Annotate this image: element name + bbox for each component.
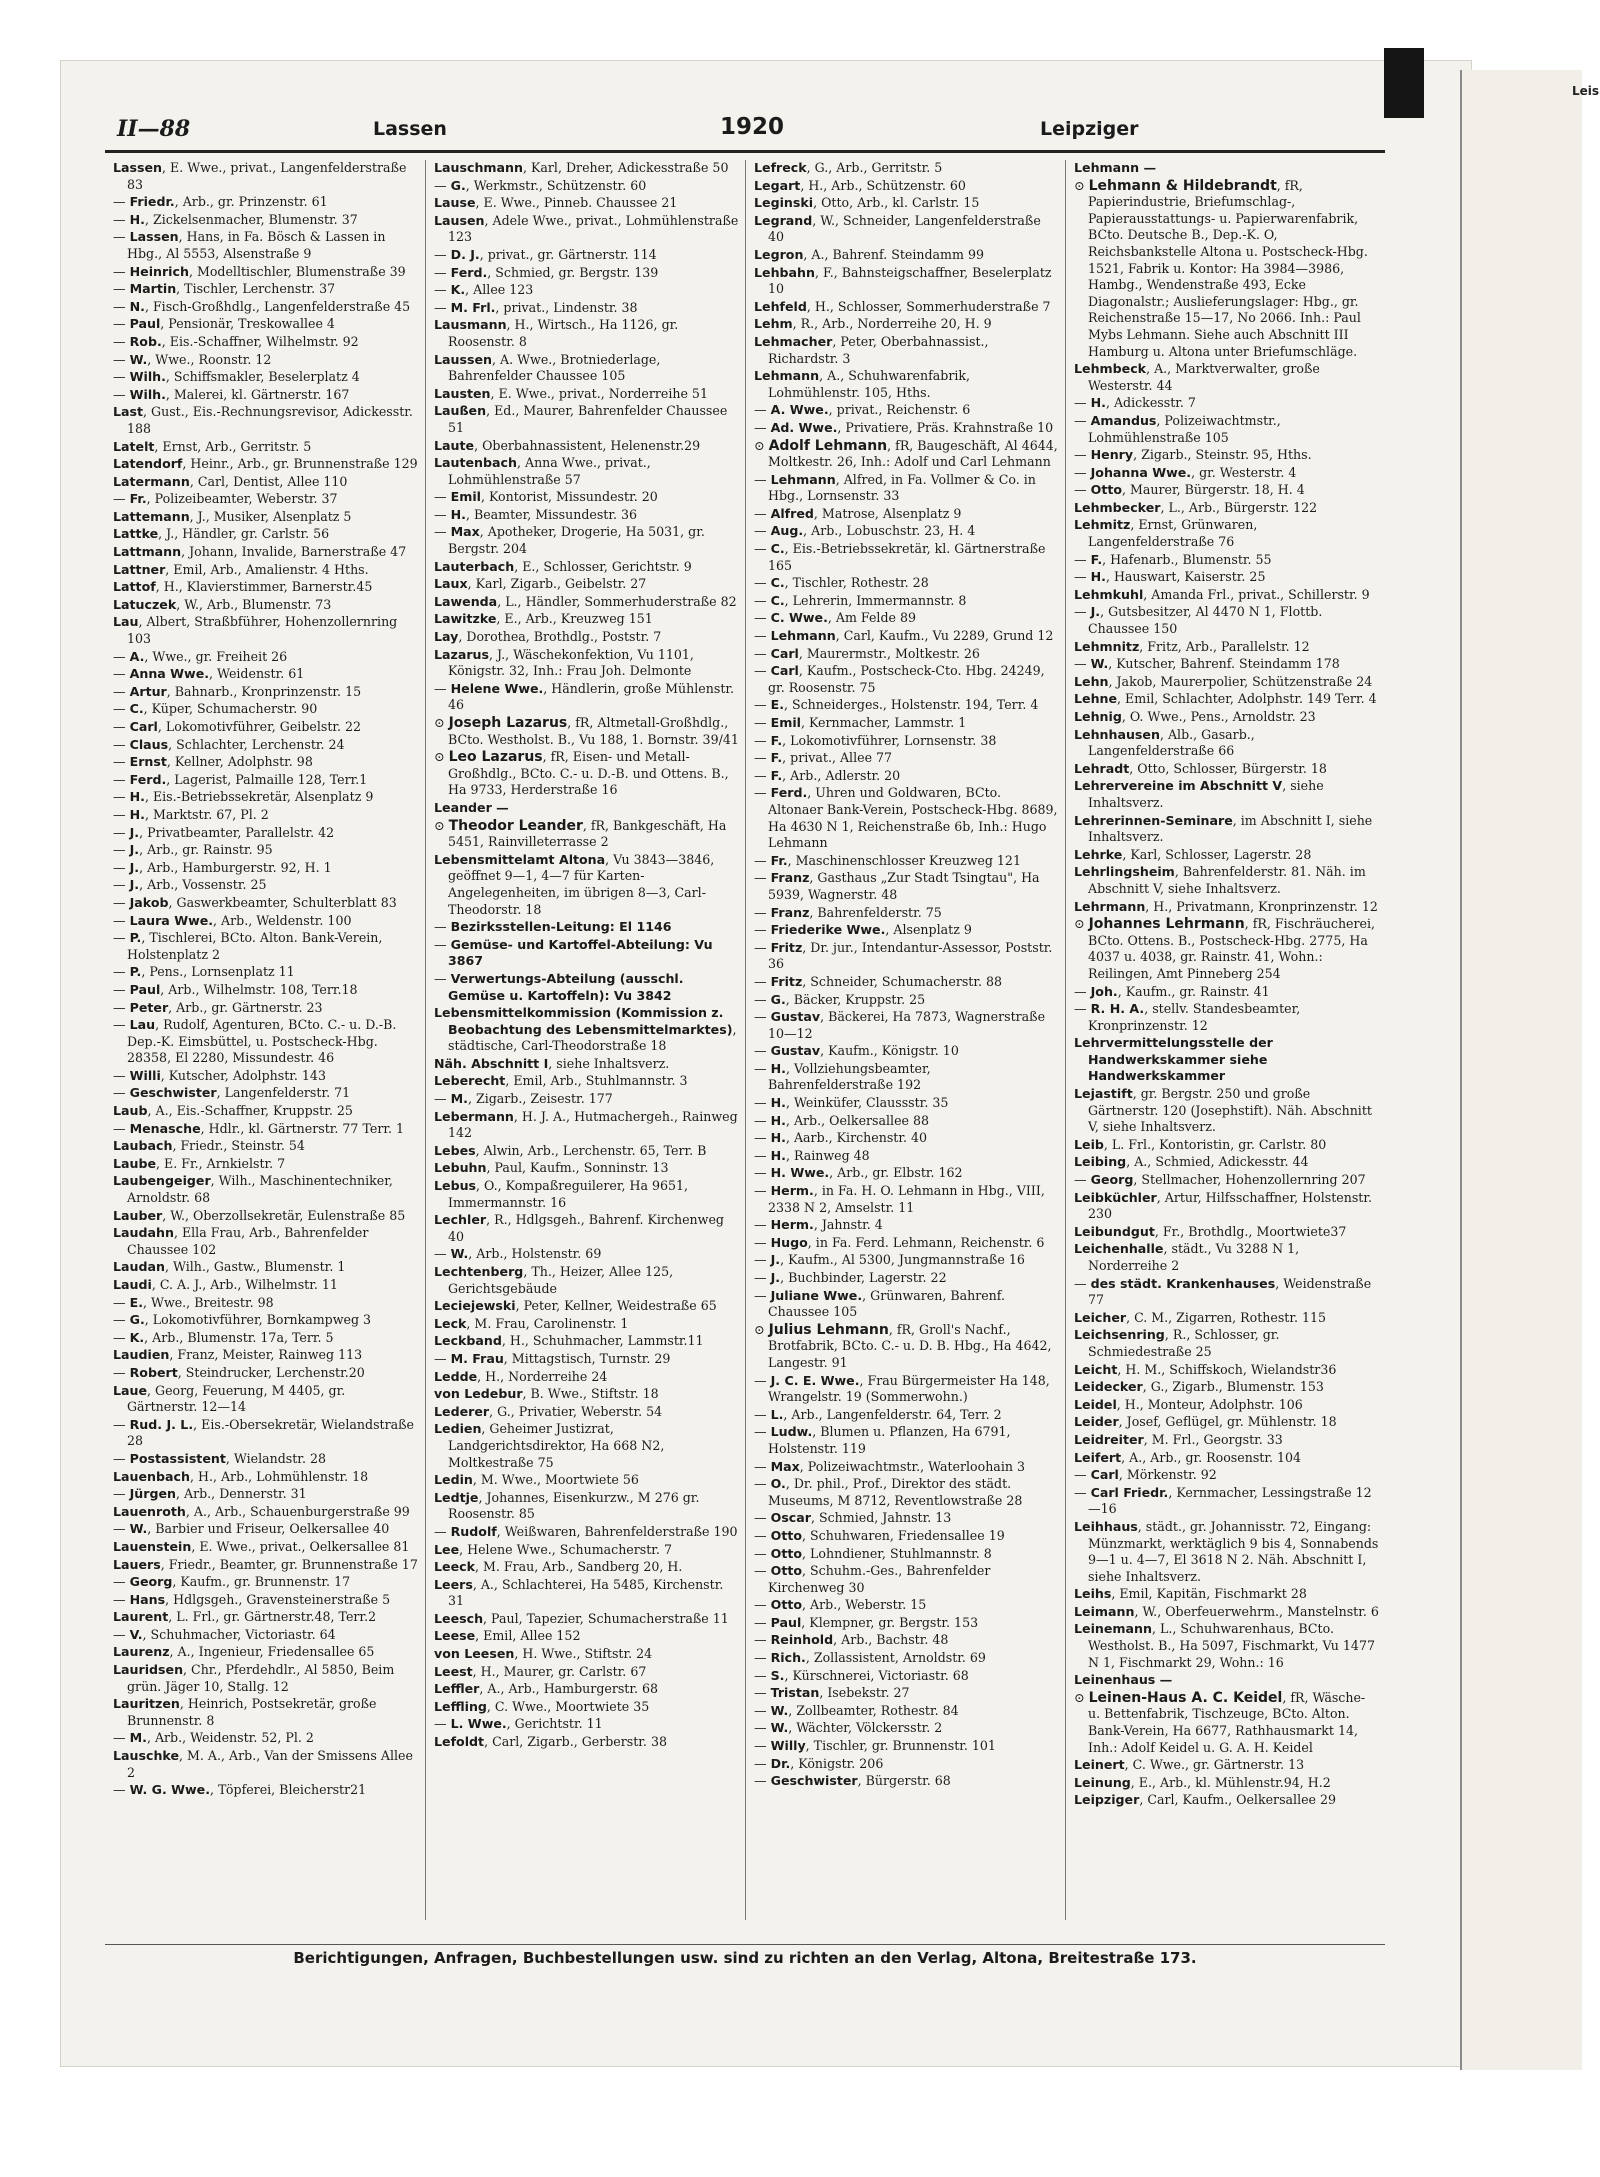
directory-entry: — des städt. Krankenhauses, Weidenstraße 77	[1074, 1275, 1372, 1308]
next-page-edge-text: Leis	[1572, 84, 1600, 98]
directory-entry: Lebes, Alwin, Arb., Lerchenstr. 65, Terr. B	[434, 1142, 707, 1158]
directory-entry: ⊙ Julius Lehmann, fR, Groll's Nachf., Brotfabrik, BCto. C.- u. D. B. Hbg., Ha 4642, Langestr. 91	[754, 1321, 1052, 1370]
directory-entry: Lebus, O., Kompaßreguilerer, Ha 9651, Immermannstr. 16	[434, 1178, 689, 1210]
directory-entry: von Ledebur, B. Wwe., Stiftstr. 18	[434, 1386, 659, 1402]
directory-entry: — P., Pens., Lornsenplatz 11	[113, 964, 295, 980]
directory-entry: — Carl, Lokomotivführer, Geibelstr. 22	[113, 719, 362, 734]
directory-entry: Laubengeiger, Wilh., Maschinentechniker, Arnoldstr. 68	[113, 1173, 393, 1206]
directory-entry: Lauers, Friedr., Beamter, gr. Brunnenstraße 17	[113, 1556, 418, 1572]
directory-entry: Laudien, Franz, Meister, Rainweg 113	[113, 1347, 363, 1363]
directory-entry: — W., Wächter, Völckersstr. 2	[754, 1720, 943, 1736]
directory-entry: — C., Lehrerin, Immermannstr. 8	[754, 592, 967, 608]
directory-entry: Lauridsen, Chr., Pferdehdlr., Al 5850, Beim grün. Jäger 10, Stallg. 12	[113, 1662, 395, 1694]
directory-entry: — Franz, Gasthaus „Zur Stadt Tsingtau", Ha 5939, Wagnerstr. 48	[754, 870, 1040, 902]
directory-entry: — H., Vollziehungsbeamter, Bahrenfelderstraße 192	[754, 1060, 931, 1093]
directory-entry: — J., Privatbeamter, Parallelstr. 42	[113, 824, 335, 840]
directory-entry: Lechler, R., Hdlgsgeh., Bahrenf. Kirchenweg 40	[434, 1212, 724, 1244]
directory-entry: Lau, Albert, Straßbführer, Hohenzollernring 103	[113, 614, 398, 647]
directory-entry: Ledin, M. Wwe., Moortwiete 56	[434, 1472, 639, 1488]
directory-entry: ⊙ Joseph Lazarus, fR, Altmetall-Großhdlg., BCto. Westholst. B., Vu 188, 1. Bornstr. 39/41	[434, 715, 739, 747]
directory-entry: Laux, Karl, Zigarb., Geibelstr. 27	[434, 576, 647, 592]
directory-entry: — Otto, Schuhm.-Ges., Bahrenfelder Kirchenweg 30	[754, 1563, 991, 1595]
directory-entry: — Wilh., Malerei, kl. Gärtnerstr. 167	[113, 386, 350, 402]
directory-entry: Lauterbach, E., Schlosser, Gerichtstr. 9	[434, 558, 692, 574]
directory-entry: Lehradt, Otto, Schlosser, Bürgerstr. 18	[1074, 760, 1327, 776]
directory-entry: Leers, A., Schlachterei, Ha 5485, Kirchenstr. 31	[434, 1576, 724, 1609]
directory-entry: — Johanna Wwe., gr. Westerstr. 4	[1074, 464, 1297, 480]
directory-entry: — G., Bäcker, Kruppstr. 25	[754, 991, 926, 1007]
directory-entry: Lauenroth, A., Arb., Schauenburgerstraße 99	[113, 1503, 410, 1519]
directory-entry: — Otto, Lohndiener, Stuhlmannstr. 8	[754, 1545, 992, 1561]
directory-entry: Lauber, W., Oberzollsekretär, Eulenstraße 85	[113, 1207, 406, 1223]
directory-entry: — Robert, Steindrucker, Lerchenstr.20	[113, 1364, 365, 1380]
directory-entry: — J. C. E. Wwe., Frau Bürgermeister Ha 148, Wrangelstr. 19 (Sommerwohn.)	[754, 1372, 1050, 1405]
scanner-edge-strip	[1384, 48, 1424, 118]
directory-entry: — Martin, Tischler, Lerchenstr. 37	[113, 281, 336, 297]
directory-entry: — C., Tischler, Rothestr. 28	[754, 575, 929, 591]
directory-entry: — Carl, Mörkenstr. 92	[1074, 1467, 1217, 1483]
directory-entry: Last, Gust., Eis.-Rechnungsrevisor, Adickesstr. 188	[113, 404, 413, 436]
directory-entry: — H., Arb., Oelkersallee 88	[754, 1112, 930, 1128]
directory-entry: Lehrerinnen-Seminare, im Abschnitt I, siehe Inhaltsverz.	[1074, 812, 1373, 845]
directory-entry: — R. H. A., stellv. Standesbeamter, Kronprinzenstr. 12	[1074, 1001, 1301, 1033]
directory-entry: Lefreck, G., Arb., Gerritstr. 5	[754, 160, 943, 175]
directory-entry: Lehrlingsheim, Bahrenfelderstr. 81. Näh. im Abschnitt V, siehe Inhaltsverz.	[1074, 864, 1366, 896]
directory-entry: Leeck, M. Frau, Arb., Sandberg 20, H.	[434, 1559, 683, 1575]
directory-entry: — Max, Apotheker, Drogerie, Ha 5031, gr. Bergstr. 204	[434, 524, 705, 557]
directory-entry: Lattof, H., Klavierstimmer, Barnerstr.45	[113, 579, 373, 595]
directory-entry: Leciejewski, Peter, Kellner, Weidestraße 65	[434, 1298, 717, 1314]
directory-entry: Lauschke, M. A., Arb., Van der Smissens Allee 2	[113, 1748, 413, 1780]
directory-entry: Lehnhausen, Alb., Gasarb., Langenfelderstraße 66	[1074, 726, 1255, 759]
directory-entry: Lebermann, H. J. A., Hutmachergeh., Rainweg 142	[434, 1108, 738, 1141]
directory-entry: — Ferd., Uhren und Goldwaren, BCto. Altonaer Bank-Verein, Postscheck-Hbg. 8689, Ha 4630 N 1, Reichenstraße 6b, Inh.: Hugo Lehmann	[754, 785, 1058, 851]
directory-entry: — K., Arb., Blumenstr. 17a, Terr. 5	[113, 1329, 334, 1345]
directory-entry: — Emil, Kontorist, Missundestr. 20	[434, 489, 658, 505]
directory-entry: Lauenbach, H., Arb., Lohmühlenstr. 18	[113, 1468, 369, 1484]
directory-entry: Lausmann, H., Wirtsch., Ha 1126, gr. Roosenstr. 8	[434, 317, 679, 349]
column-4	[1065, 160, 1385, 1920]
directory-entry: Ledtje, Johannes, Eisenkurzw., M 276 gr. Roosenstr. 85	[434, 1489, 700, 1522]
directory-entry: — Fr., Polizeibeamter, Weberstr. 37	[113, 491, 338, 507]
directory-entry: — Fritz, Dr. jur., Intendantur-Assessor, Poststr. 36	[754, 939, 1053, 972]
directory-entry: — Otto, Schuhwaren, Friedensallee 19	[754, 1527, 1005, 1543]
directory-entry: Latelt, Ernst, Arb., Gerritstr. 5	[113, 438, 312, 454]
directory-entry: Leibundgut, Fr., Brothdlg., Moortwiete37	[1074, 1223, 1347, 1239]
directory-entry: — Otto, Arb., Weberstr. 15	[754, 1597, 927, 1613]
directory-entry: Lehbahn, F., Bahnsteigschaffner, Beselerplatz 10	[754, 264, 1052, 297]
directory-entry: — D. J., privat., gr. Gärtnerstr. 114	[434, 246, 657, 262]
directory-entry: — Otto, Maurer, Bürgerstr. 18, H. 4	[1074, 482, 1305, 498]
directory-entry: Leibküchler, Artur, Hilfsschaffner, Holstenstr. 230	[1074, 1189, 1372, 1222]
directory-entry: — Lassen, Hans, in Fa. Bösch & Lassen in Hbg., Al 5553, Alsenstraße 9	[113, 229, 386, 261]
directory-entry: — H., Marktstr. 67, Pl. 2	[113, 806, 269, 822]
directory-entry: — H., Zickelsenmacher, Blumenstr. 37	[113, 211, 358, 227]
directory-entry: — H., Adickesstr. 7	[1074, 395, 1196, 411]
directory-entry: Lebensmittelamt Altona, Vu 3843—3846, geöffnet 9—1, 4—7 für Karten-Angelegenheiten, im übrigen 8—3, Carl-Theodorstr. 18	[434, 851, 715, 917]
directory-entry: — Paul, Pensionär, Treskowallee 4	[113, 316, 335, 332]
directory-entry: Leicher, C. M., Zigarren, Rothestr. 115	[1074, 1309, 1327, 1325]
directory-entry: Ledien, Geheimer Justizrat, Landgerichtsdirektor, Ha 668 N2, Moltkestraße 75	[434, 1421, 665, 1470]
directory-entry: — Emil, Kernmacher, Lammstr. 1	[754, 715, 967, 730]
column-1	[105, 160, 425, 1920]
directory-entry: — Hugo, in Fa. Ferd. Lehmann, Reichenstr. 6	[754, 1234, 1045, 1250]
directory-entry: Leesch, Paul, Tapezier, Schumacherstraße 11	[434, 1610, 729, 1626]
directory-entry: — Lehmann, Carl, Kaufm., Vu 2289, Grund 12	[754, 628, 1054, 644]
directory-entry: — C., Küper, Schumacherstr. 90	[113, 701, 318, 717]
directory-entry: — Willy, Tischler, gr. Brunnenstr. 101	[754, 1738, 996, 1754]
directory-entry: Lehfeld, H., Schlosser, Sommerhuderstraße 7	[754, 298, 1051, 314]
directory-entry: — Rob., Eis.-Schaffner, Wilhelmstr. 92	[113, 333, 359, 349]
directory-entry: Leicht, H. M., Schiffskoch, Wielandstr36	[1074, 1361, 1337, 1377]
column-3	[745, 160, 1065, 1920]
directory-entry: — Helene Wwe., Händlerin, große Mühlenstr. 46	[434, 680, 735, 713]
directory-entry: Lehrke, Karl, Schlosser, Lagerstr. 28	[1074, 846, 1312, 862]
directory-entry: — O., Dr. phil., Prof., Direktor des städt. Museums, M 8712, Reventlowstraße 28	[754, 1476, 1023, 1508]
directory-entry: Lauschmann, Karl, Dreher, Adickesstraße 50	[434, 160, 729, 175]
directory-entry: Leichsenring, R., Schlosser, gr. Schmiedestraße 25	[1074, 1327, 1280, 1359]
directory-entry: Lawenda, L., Händler, Sommerhuderstraße 82	[434, 593, 737, 609]
directory-entry: — Bezirksstellen-Leitung: El 1146	[434, 919, 672, 935]
directory-entry: — Gustav, Kaufm., Königstr. 10	[754, 1043, 959, 1059]
directory-entry: — H. Wwe., Arb., gr. Elbstr. 162	[754, 1165, 963, 1181]
directory-entry: Lausen, Adele Wwe., privat., Lohmühlenstraße 123	[434, 212, 739, 245]
directory-entry: Leffling, C. Wwe., Moortwiete 35	[434, 1698, 650, 1714]
header-keyword-right: Leipziger	[1040, 118, 1139, 140]
directory-entry: — W., Wwe., Roonstr. 12	[113, 351, 272, 367]
directory-entry: ⊙ Adolf Lehmann, fR, Baugeschäft, Al 4644, Moltkestr. 26, Inh.: Adolf und Carl Lehmann	[754, 437, 1058, 470]
directory-entry: Leinung, E., Arb., kl. Mühlenstr.94, H.2	[1074, 1774, 1331, 1790]
directory-columns	[105, 160, 1385, 1920]
directory-entry: — W., Arb., Holstenstr. 69	[434, 1246, 602, 1262]
directory-entry: Leffler, A., Arb., Hamburgerstr. 68	[434, 1681, 659, 1697]
directory-entry: — Rud. J. L., Eis.-Obersekretär, Wielandstraße 28	[113, 1416, 414, 1449]
directory-entry: Lehrvermittelungsstelle der Handwerkskammer siehe Handwerkskammer	[1074, 1035, 1273, 1084]
directory-entry: Lay, Dorothea, Brothdlg., Poststr. 7	[434, 629, 662, 645]
directory-entry: Laub, A., Eis.-Schaffner, Kruppstr. 25	[113, 1103, 353, 1119]
directory-entry: — Gustav, Bäckerei, Ha 7873, Wagnerstraße 10—12	[754, 1009, 1046, 1041]
directory-entry: Lassen, E. Wwe., privat., Langenfelderstraße 83	[113, 160, 407, 192]
directory-entry: — Gemüse- und Kartoffel-Abteilung: Vu 3867	[434, 936, 713, 969]
directory-entry: Lechtenberg, Th., Heizer, Allee 125, Gerichtsgebäude	[434, 1264, 674, 1296]
directory-entry: — E., Wwe., Breitestr. 98	[113, 1294, 274, 1310]
directory-entry: — Max, Polizeiwachtmstr., Waterloohain 3	[754, 1458, 1025, 1474]
directory-entry: — Lehmann, Alfred, in Fa. Vollmer & Co. in Hbg., Lornsenstr. 33	[754, 471, 1036, 504]
directory-entry: Leib, L. Frl., Kontoristin, gr. Carlstr. 80	[1074, 1136, 1327, 1152]
directory-entry: — Peter, Arb., gr. Gärtnerstr. 23	[113, 999, 323, 1015]
directory-entry: Laudi, C. A. J., Arb., Wilhelmstr. 11	[113, 1277, 338, 1292]
directory-entry: — J., Kaufm., Al 5300, Jungmannstraße 16	[754, 1252, 1025, 1268]
directory-entry: — Herm., Jahnstr. 4	[754, 1217, 883, 1233]
directory-entry: ⊙ Leinen-Haus A. C. Keidel, fR, Wäsche- u. Bettenfabrik, Tischzeuge, BCto. Alton. Bank-Verein, Ha 6677, Rathhausmarkt 14, Inh.: Adolf Keidel u. G. A. H. Keidel	[1074, 1689, 1366, 1755]
directory-entry: Lehmnitz, Fritz, Arb., Parallelstr. 12	[1074, 638, 1310, 654]
directory-entry: — W. G. Wwe., Töpferei, Bleicherstr21	[113, 1782, 367, 1798]
header-year: 1920	[720, 114, 785, 140]
directory-entry: — J., Buchbinder, Lagerstr. 22	[754, 1270, 947, 1285]
directory-entry: Leberecht, Emil, Arb., Stuhlmannstr. 3	[434, 1073, 688, 1089]
directory-entry: Leimann, W., Oberfeuerwehrm., Manstelnstr. 6	[1074, 1603, 1379, 1619]
directory-entry: Legrand, W., Schneider, Langenfelderstraße 40	[754, 212, 1041, 245]
page-header	[105, 108, 1385, 153]
directory-entry: — C. Wwe., Am Felde 89	[754, 610, 916, 626]
directory-entry: — Anna Wwe., Weidenstr. 61	[113, 666, 305, 682]
directory-entry: — Ernst, Kellner, Adolphstr. 98	[113, 754, 313, 770]
directory-entry: — M., Zigarb., Zeisestr. 177	[434, 1091, 613, 1107]
directory-entry: — A. Wwe., privat., Reichenstr. 6	[754, 402, 971, 418]
directory-entry: Leander —	[434, 799, 509, 815]
directory-entry: Leihhaus, städt., gr. Johannisstr. 72, Eingang: Münzmarkt, werktäglich 9 bis 4, Sonnabends 9—1 u. 4—7, El 3618 N 2. Näh. Abschnitt I, siehe Inhaltsverz.	[1074, 1518, 1379, 1584]
directory-entry: — Lau, Rudolf, Agenturen, BCto. C.- u. D.-B. Dep.-K. Eimsbüttel, u. Postscheck-Hbg. 28358, El 2280, Missundestr. 46	[113, 1017, 397, 1066]
directory-entry: Lattemann, J., Musiker, Alsenplatz 5	[113, 508, 352, 524]
directory-entry: — H., Weinküfer, Claussstr. 35	[754, 1095, 949, 1111]
directory-entry: — K., Allee 123	[434, 282, 534, 298]
column-2	[425, 160, 745, 1920]
directory-entry: Ledde, H., Norderreihe 24	[434, 1368, 608, 1384]
directory-entry: Leinenhaus —	[1074, 1672, 1173, 1688]
directory-entry: — Oscar, Schmied, Jahnstr. 13	[754, 1510, 952, 1526]
directory-entry: — F., Arb., Adlerstr. 20	[754, 767, 901, 783]
directory-entry: Leck, M. Frau, Carolinenstr. 1	[434, 1315, 629, 1331]
directory-entry: Lehmkuhl, Amanda Frl., privat., Schillerstr. 9	[1074, 586, 1370, 602]
next-page-edge	[1460, 70, 1600, 2070]
directory-entry: Leipziger, Carl, Kaufm., Oelkersallee 29	[1074, 1792, 1337, 1808]
directory-entry: Lattmann, Johann, Invalide, Barnerstraße 47	[113, 544, 407, 560]
directory-entry: — Georg, Kaufm., gr. Brunnenstr. 17	[113, 1574, 351, 1590]
directory-entry: Lehmann, A., Schuhwarenfabrik, Lohmühlenstr. 105, Hths.	[754, 368, 971, 400]
header-keyword-left: Lassen	[373, 118, 447, 140]
directory-entry: — Rudolf, Weißwaren, Bahrenfelderstraße 190	[434, 1523, 738, 1539]
directory-entry: — Fr., Maschinenschlosser Kreuzweg 121	[754, 852, 1021, 868]
directory-entry: Lawitzke, E., Arb., Kreuzweg 151	[434, 611, 653, 627]
directory-entry: — N., Fisch-Großhdlg., Langenfelderstraße 45	[113, 298, 411, 314]
directory-entry: — Georg, Stellmacher, Hohenzollernring 207	[1074, 1172, 1366, 1188]
directory-entry: Leidreiter, M. Frl., Georgstr. 33	[1074, 1431, 1283, 1447]
directory-entry: Lebensmittelkommission (Kommission z. Beobachtung des Lebensmittelmarktes), städtische, Carl-Theodorstraße 18	[434, 1005, 737, 1054]
directory-entry: — Verwertungs-Abteilung (ausschl. Gemüse u. Kartoffeln): Vu 3842	[434, 970, 684, 1003]
directory-entry: ⊙ Lehmann & Hildebrandt, fR, Papierindustrie, Briefumschlag-, Papierausstattungs- u. Papierwarenfabrik, BCto. Deutsche B., Dep.-K. O, Reichsbankstelle Altona u. Postscheck-Hbg. 1521, Fabrik u. Kontor: Ha 3984—3986, Hambg., Wendenstraße 493, Ecke Diagonalstr.; Auslieferungslager: Hbg., gr. Reichenstraße 15—17, No 2066. Inh.: Paul Mybs Lehmann. Siehe auch Abschnitt III Hamburg u. Altona unter Briefumschläge.	[1074, 177, 1368, 359]
directory-entry: — Henry, Zigarb., Steinstr. 95, Hths.	[1074, 447, 1312, 463]
directory-entry: Lehmacher, Peter, Oberbahnassist., Richardstr. 3	[754, 333, 989, 366]
directory-entry: Leckband, H., Schuhmacher, Lammstr.11	[434, 1333, 704, 1349]
directory-entry: — Heinrich, Modelltischler, Blumenstraße 39	[113, 263, 406, 279]
directory-entry: Lebuhn, Paul, Kaufm., Sonninstr. 13	[434, 1160, 669, 1176]
directory-entry: Laudan, Wilh., Gastw., Blumenstr. 1	[113, 1259, 346, 1275]
directory-entry: — Carl, Maurermstr., Moltkestr. 26	[754, 645, 980, 661]
directory-entry: — M. Frau, Mittagstisch, Turnstr. 29	[434, 1350, 671, 1366]
directory-entry: Näh. Abschnitt I, siehe Inhaltsverz.	[434, 1055, 670, 1071]
directory-entry: — Ad. Wwe., Privatiere, Präs. Krahnstraße 10	[754, 419, 1054, 435]
directory-entry: — W., Zollbeamter, Rothestr. 84	[754, 1702, 959, 1718]
directory-entry: — Franz, Bahrenfelderstr. 75	[754, 904, 942, 920]
directory-entry: Lee, Helene Wwe., Schumacherstr. 7	[434, 1541, 672, 1557]
directory-entry: — Ferd., Lagerist, Palmaille 128, Terr.1	[113, 771, 368, 787]
directory-entry: Laurenz, A., Ingenieur, Friedensallee 65	[113, 1644, 375, 1660]
directory-entry: Leider, Josef, Geflügel, gr. Mühlenstr. 18	[1074, 1414, 1337, 1430]
directory-entry: Legart, H., Arb., Schützenstr. 60	[754, 177, 966, 193]
directory-entry: — J., Arb., Hamburgerstr. 92, H. 1	[113, 859, 332, 875]
directory-entry: — C., Eis.-Betriebssekretär, kl. Gärtnerstraße 165	[754, 541, 1046, 573]
directory-entry: — H., Beamter, Missundestr. 36	[434, 506, 638, 522]
directory-entry: Leichenhalle, städt., Vu 3288 N 1, Norderreihe 2	[1074, 1241, 1300, 1273]
directory-entry: Lehm, R., Arb., Norderreihe 20, H. 9	[754, 316, 992, 332]
directory-entry: — Amandus, Polizeiwachtmstr., Lohmühlenstraße 105	[1074, 412, 1281, 445]
directory-entry: — V., Schuhmacher, Victoriastr. 64	[113, 1626, 336, 1642]
directory-entry: — F., Lokomotivführer, Lornsenstr. 38	[754, 732, 997, 748]
directory-entry: — J., Arb., Vossenstr. 25	[113, 877, 267, 893]
directory-entry: Lehmbeck, A., Marktverwalter, große Westerstr. 44	[1074, 361, 1320, 393]
directory-entry: — Artur, Bahnarb., Kronprinzenstr. 15	[113, 683, 362, 699]
directory-entry: Leifert, A., Arb., gr. Roosenstr. 104	[1074, 1449, 1302, 1465]
directory-entry: — Aug., Arb., Lobuschstr. 23, H. 4	[754, 523, 976, 539]
directory-entry: — Ferd., Schmied, gr. Bergstr. 139	[434, 264, 659, 280]
directory-entry: — G., Werkmstr., Schützenstr. 60	[434, 177, 647, 193]
directory-entry: Lehmitz, Ernst, Grünwaren, Langenfelderstraße 76	[1074, 517, 1258, 550]
directory-entry: Lautenbach, Anna Wwe., privat., Lohmühlenstraße 57	[434, 455, 651, 487]
directory-entry: Laurent, L. Frl., gr. Gärtnerstr.48, Terr.2	[113, 1609, 377, 1625]
directory-entry: Leginski, Otto, Arb., kl. Carlstr. 15	[754, 195, 980, 211]
directory-entry: — E., Schneiderges., Holstenstr. 194, Terr. 4	[754, 697, 1039, 713]
directory-entry: — Friederike Wwe., Alsenplatz 9	[754, 922, 972, 938]
directory-entry: — J., Gutsbesitzer, Al 4470 N 1, Flottb. Chaussee 150	[1074, 604, 1323, 637]
directory-entry: — G., Lokomotivführer, Bornkampweg 3	[113, 1312, 372, 1328]
directory-entry: Laube, E. Fr., Arnkielstr. 7	[113, 1155, 286, 1171]
directory-entry: von Leesen, H. Wwe., Stiftstr. 24	[434, 1646, 653, 1662]
directory-entry: Leese, Emil, Allee 152	[434, 1628, 581, 1644]
directory-entry: Lauenstein, E. Wwe., privat., Oelkersallee 81	[113, 1538, 410, 1554]
directory-entry: Latermann, Carl, Dentist, Allee 110	[113, 473, 348, 489]
directory-entry: — A., Wwe., gr. Freiheit 26	[113, 648, 288, 664]
directory-entry: Lausten, E. Wwe., privat., Norderreihe 51	[434, 385, 708, 401]
directory-entry: — Ludw., Blumen u. Pflanzen, Ha 6791, Holstenstr. 119	[754, 1424, 1011, 1456]
directory-entry: — Joh., Kaufm., gr. Rainstr. 41	[1074, 983, 1270, 999]
directory-entry: — Willi, Kutscher, Adolphstr. 143	[113, 1067, 326, 1083]
directory-entry: ⊙ Johannes Lehrmann, fR, Fischräucherei, BCto. Ottens. B., Postscheck-Hbg. 2775, Ha 4037 u. 4038, gr. Rainstr. 41, Wohn.: Reilingen, Amt Pinneberg 254	[1074, 916, 1376, 981]
directory-entry: — Dr., Königstr. 206	[754, 1755, 884, 1771]
directory-entry: — M., Arb., Weidenstr. 52, Pl. 2	[113, 1730, 314, 1746]
directory-entry: Leest, H., Maurer, gr. Carlstr. 67	[434, 1663, 647, 1679]
directory-entry: — W., Barbier und Friseur, Oelkersallee 40	[113, 1521, 390, 1537]
directory-entry: Leidel, H., Monteur, Adolphstr. 106	[1074, 1396, 1303, 1412]
directory-entry: — H., Hauswart, Kaiserstr. 25	[1074, 569, 1266, 585]
directory-entry: — F., privat., Allee 77	[754, 750, 893, 766]
directory-entry: — Laura Wwe., Arb., Weldenstr. 100	[113, 912, 352, 928]
directory-entry: — Wilh., Schiffsmakler, Beselerplatz 4	[113, 369, 360, 385]
directory-entry: Lehn, Jakob, Maurerpolier, Schützenstraße 24	[1074, 673, 1373, 689]
directory-entry: — Postassistent, Wielandstr. 28	[113, 1450, 326, 1466]
directory-entry: Laußen, Ed., Maurer, Bahrenfelder Chaussee 51	[434, 403, 728, 435]
directory-entry: — L., Arb., Langenfelderstr. 64, Terr. 2	[754, 1406, 1002, 1422]
directory-entry: — S., Kürschnerei, Victoriastr. 68	[754, 1667, 969, 1683]
directory-entry: Leinert, C. Wwe., gr. Gärtnerstr. 13	[1074, 1757, 1305, 1773]
directory-entry: — Geschwister, Langenfelderstr. 71	[113, 1085, 351, 1101]
directory-entry: — F., Hafenarb., Blumenstr. 55	[1074, 551, 1272, 567]
directory-entry: Lehmann —	[1074, 160, 1157, 175]
directory-entry: Leibing, A., Schmied, Adickesstr. 44	[1074, 1154, 1309, 1170]
directory-entry: — H., Rainweg 48	[754, 1147, 870, 1163]
directory-entry: — Claus, Schlachter, Lerchenstr. 24	[113, 736, 345, 752]
directory-entry: — H., Eis.-Betriebssekretär, Alsenplatz 9	[113, 789, 374, 805]
directory-entry: — L. Wwe., Gerichtstr. 11	[434, 1716, 603, 1732]
directory-entry: — Geschwister, Bürgerstr. 68	[754, 1773, 951, 1789]
directory-entry: — Tristan, Isebekstr. 27	[754, 1685, 910, 1701]
directory-entry: Lehne, Emil, Schlachter, Adolphstr. 149 Terr. 4	[1074, 691, 1377, 707]
directory-entry: Lehrmann, H., Privatmann, Kronprinzenstr. 12	[1074, 898, 1378, 914]
directory-entry: Lehmbecker, L., Arb., Bürgerstr. 122	[1074, 499, 1318, 515]
directory-entry: — Jakob, Gaswerkbeamter, Schulterblatt 83	[113, 894, 397, 910]
directory-entry: — Fritz, Schneider, Schumacherstr. 88	[754, 973, 1003, 989]
directory-entry: Lederer, G., Privatier, Weberstr. 54	[434, 1403, 663, 1419]
page-number: II—88	[117, 116, 191, 142]
directory-entry: Lehrervereine im Abschnitt V, siehe Inhaltsverz.	[1074, 778, 1324, 810]
directory-entry: — Juliane Wwe., Grünwaren, Bahrenf. Chaussee 105	[754, 1287, 1006, 1320]
directory-entry: — Carl, Kaufm., Postscheck-Cto. Hbg. 24249, gr. Roosenstr. 75	[754, 663, 1045, 695]
directory-entry: — Reinhold, Arb., Bachstr. 48	[754, 1632, 949, 1648]
directory-entry: — H., Aarb., Kirchenstr. 40	[754, 1130, 928, 1146]
directory-entry: — M. Frl., privat., Lindenstr. 38	[434, 299, 638, 315]
directory-entry: Leinemann, L., Schuhwarenhaus, BCto. Westholst. B., Ha 5097, Fischmarkt, Vu 1477 N 1, Fischmarkt 29, Wohn.: 16	[1074, 1621, 1375, 1670]
directory-entry: Laudahn, Ella Frau, Arb., Bahrenfelder Chaussee 102	[113, 1225, 369, 1257]
directory-entry: Latendorf, Heinr., Arb., gr. Brunnenstraße 129	[113, 456, 418, 472]
directory-entry: — Rich., Zollassistent, Arnoldstr. 69	[754, 1650, 986, 1666]
directory-entry: Leidecker, G., Zigarb., Blumenstr. 153	[1074, 1379, 1324, 1395]
directory-entry: Leihs, Emil, Kapitän, Fischmarkt 28	[1074, 1586, 1307, 1602]
directory-entry: — P., Tischlerei, BCto. Alton. Bank-Verein, Holstenplatz 2	[113, 930, 383, 962]
directory-entry: — Paul, Klempner, gr. Bergstr. 153	[754, 1614, 979, 1630]
directory-entry: — Hans, Hdlgsgeh., Gravensteinerstraße 5	[113, 1591, 391, 1607]
publisher-footer: Berichtigungen, Anfragen, Buchbestellungen usw. sind zu richten an den Verlag, Altona, Breitestraße 173.	[105, 1944, 1385, 1967]
directory-entry: Legron, A., Bahrenf. Steindamm 99	[754, 246, 984, 262]
directory-entry: Laute, Oberbahnassistent, Helenenstr.29	[434, 437, 701, 453]
directory-entry: Lauritzen, Heinrich, Postsekretär, große Brunnenstr. 8	[113, 1696, 377, 1728]
directory-entry: ⊙ Leo Lazarus, fR, Eisen- und Metall-Großhdlg., BCto. C.- u. D.-B. und Ottens. B., Ha 9733, Herderstraße 16	[434, 749, 729, 798]
directory-entry: Lefoldt, Carl, Zigarb., Gerberstr. 38	[434, 1734, 667, 1750]
directory-entry: Laue, Georg, Feuerung, M 4405, gr. Gärtnerstr. 12—14	[113, 1382, 346, 1415]
directory-page	[105, 108, 1385, 1988]
directory-entry: Latuczek, W., Arb., Blumenstr. 73	[113, 596, 332, 612]
directory-entry: — Paul, Arb., Wilhelmstr. 108, Terr.18	[113, 981, 358, 997]
directory-entry: ⊙ Theodor Leander, fR, Bankgeschäft, Ha 5451, Rainvilleterrasse 2	[434, 817, 727, 850]
directory-entry: — Carl Friedr., Kernmacher, Lessingstraße 12—16	[1074, 1484, 1372, 1517]
directory-entry: Lause, E. Wwe., Pinneb. Chaussee 21	[434, 195, 678, 211]
directory-entry: Laussen, A. Wwe., Brotniederlage, Bahrenfelder Chaussee 105	[434, 351, 661, 384]
directory-entry: — Jürgen, Arb., Dennerstr. 31	[113, 1486, 307, 1502]
directory-entry: — Friedr., Arb., gr. Prinzenstr. 61	[113, 194, 328, 210]
directory-entry: — Menasche, Hdlr., kl. Gärtnerstr. 77 Terr. 1	[113, 1120, 404, 1136]
directory-entry: — Alfred, Matrose, Alsenplatz 9	[754, 505, 962, 521]
directory-entry: Lazarus, J., Wäschekonfektion, Vu 1101, Königstr. 32, Inh.: Frau Joh. Delmonte	[434, 646, 694, 679]
directory-entry: — Herm., in Fa. H. O. Lehmann in Hbg., VIII, 2338 N 2, Amselstr. 11	[754, 1183, 1045, 1215]
directory-entry: Laubach, Friedr., Steinstr. 54	[113, 1138, 305, 1154]
directory-entry: — J., Arb., gr. Rainstr. 95	[113, 842, 273, 858]
directory-entry: Lejastift, gr. Bergstr. 250 und große Gärtnerstr. 120 (Josephstift). Näh. Abschnitt V, siehe Inhaltsverz.	[1074, 1086, 1372, 1135]
directory-entry: Lattner, Emil, Arb., Amalienstr. 4 Hths.	[113, 561, 369, 577]
directory-entry: — W., Kutscher, Bahrenf. Steindamm 178	[1074, 656, 1340, 672]
directory-entry: Lattke, J., Händler, gr. Carlstr. 56	[113, 526, 330, 542]
directory-entry: Lehnig, O. Wwe., Pens., Arnoldstr. 23	[1074, 709, 1316, 724]
